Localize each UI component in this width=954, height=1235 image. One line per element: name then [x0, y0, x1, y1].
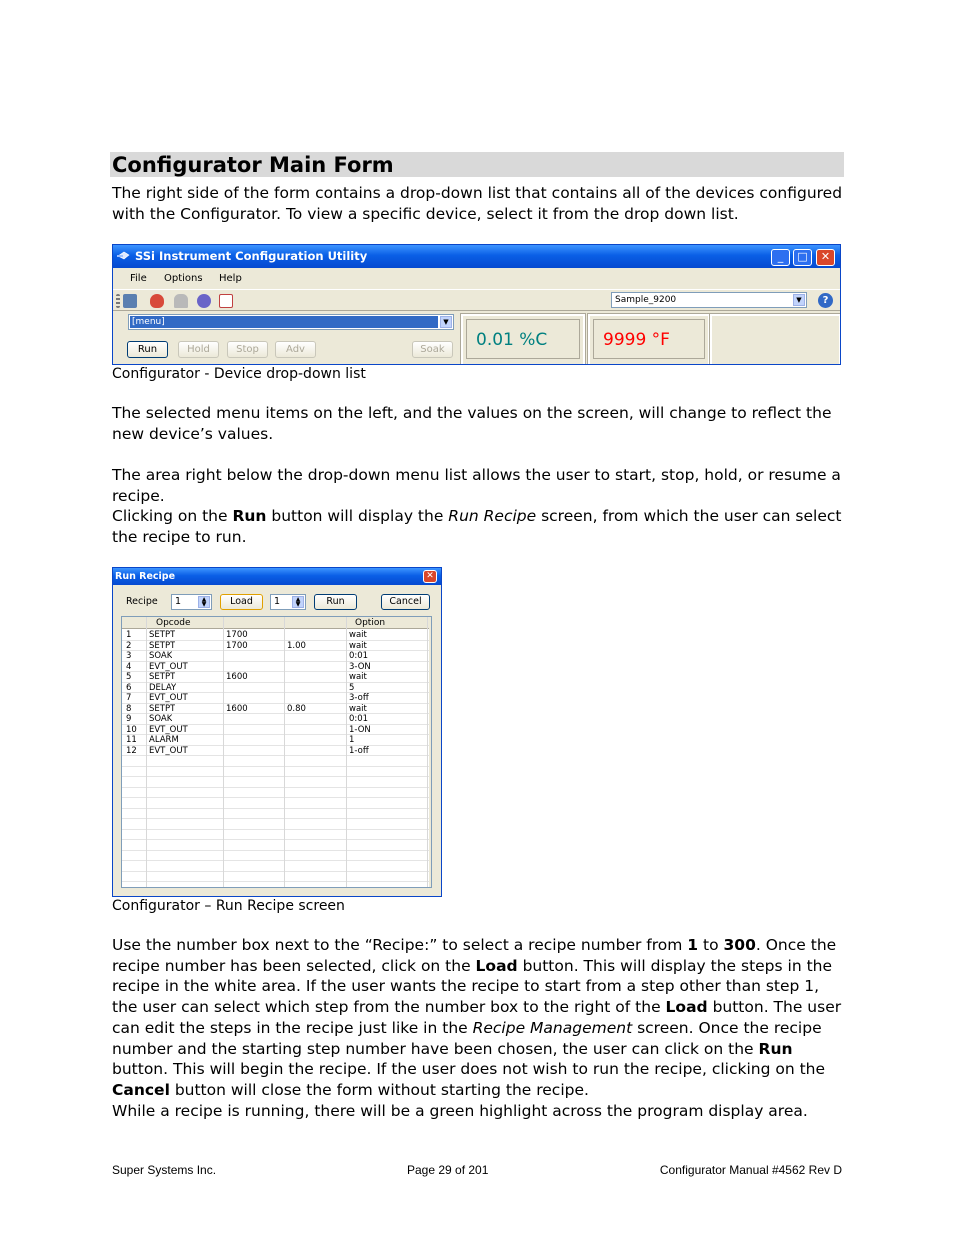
step-number-stepper[interactable]	[270, 594, 306, 610]
value-panel-1	[461, 314, 585, 365]
italic-run-recipe: Run Recipe	[448, 507, 537, 525]
table-row[interactable]	[122, 651, 431, 662]
recipe-label: Recipe	[126, 596, 158, 607]
table-cell[interactable]: SOAK	[149, 651, 173, 661]
table-cell[interactable]: 3	[126, 651, 132, 661]
text-span: . Once the recipe number has been selected, click on the	[112, 936, 837, 975]
cancel-button[interactable]: Cancel	[381, 594, 430, 610]
table-row[interactable]	[122, 672, 431, 683]
bold-text: Load	[665, 998, 708, 1017]
device-dropdown[interactable]	[611, 292, 807, 308]
table-row[interactable]	[122, 756, 431, 767]
close-icon[interactable]: ✕	[423, 570, 437, 583]
window-title: SSi Instrument Configuration Utility	[135, 249, 368, 263]
table-cell[interactable]: EVT_OUT	[149, 693, 188, 703]
table-row[interactable]	[122, 788, 431, 799]
table-cell[interactable]: wait	[349, 672, 367, 682]
column-header-opcode: Opcode	[156, 618, 191, 628]
run-recipe-titlebar	[113, 568, 441, 585]
step-number-value: 1	[274, 596, 281, 607]
table-cell[interactable]: 1600	[226, 672, 248, 682]
value-pv2: 9999 °F	[593, 319, 705, 359]
table-row[interactable]	[122, 777, 431, 788]
text-span: button will close the form without starting the recipe.	[169, 1080, 589, 1099]
table-row[interactable]	[122, 693, 431, 704]
menu-bar	[113, 268, 840, 289]
caption-run-recipe: Configurator – Run Recipe screen	[112, 898, 345, 914]
table-cell[interactable]: SETPT	[149, 630, 176, 640]
table-cell[interactable]: SETPT	[149, 703, 176, 714]
text-span: Use the number box next to the “Recipe:” to select a recipe number from	[112, 936, 688, 954]
table-cell[interactable]: 3-ON	[349, 661, 371, 672]
menu-options[interactable]: Options	[164, 273, 203, 284]
table-row[interactable]	[122, 714, 431, 725]
table-row[interactable]	[122, 851, 431, 862]
table-cell[interactable]: 12	[126, 745, 137, 756]
table-cell[interactable]: 3-off	[349, 693, 369, 703]
text-span: button. This will begin the recipe. If the user does not wish to run the recipe, clicking on the	[112, 1060, 826, 1079]
recipe-number-stepper[interactable]	[171, 594, 212, 610]
value-panel-3	[710, 314, 841, 365]
soak-button[interactable]: Soak	[412, 341, 453, 358]
value-pv1: 0.01 %C	[466, 319, 580, 359]
paragraph-run-button	[112, 506, 847, 547]
menu-help[interactable]: Help	[219, 273, 242, 284]
paragraph-recipe-area: The area right below the drop-down menu list allows the user to start, stop, hold, or resume a recipe.	[112, 466, 841, 505]
gear-icon[interactable]	[197, 294, 211, 308]
hold-button[interactable]: Hold	[178, 341, 219, 358]
table-cell[interactable]: 7	[126, 693, 132, 703]
table-cell[interactable]: EVT_OUT	[149, 661, 188, 672]
paragraph-values-change: The selected menu items on the left, and the values on the screen, will change to reflect the new device’s values.	[112, 404, 832, 443]
table-cell[interactable]: SOAK	[149, 714, 173, 724]
table-cell[interactable]: 0:01	[349, 714, 369, 724]
menu-file[interactable]: File	[130, 273, 147, 284]
table-cell[interactable]: 5	[126, 672, 132, 682]
run-recipe-window-screenshot	[112, 567, 442, 897]
grid-header	[122, 617, 431, 629]
table-row[interactable]	[122, 630, 431, 641]
section-heading: Configurator Main Form	[112, 153, 394, 177]
grid-divider	[146, 617, 147, 887]
bold-run: Run	[232, 507, 267, 525]
left-pane	[113, 311, 458, 365]
table-cell[interactable]: 1	[349, 735, 355, 745]
table-row[interactable]	[122, 809, 431, 820]
recipe-steps-grid[interactable]	[121, 616, 432, 888]
recipe-number-value: 1	[175, 596, 182, 607]
table-row[interactable]	[122, 746, 431, 757]
table-cell[interactable]: 8	[126, 703, 132, 714]
column-header-option: Option	[355, 618, 386, 628]
table-cell[interactable]: 1.00	[287, 640, 306, 651]
toolbar-grip-icon	[116, 294, 120, 308]
table-cell[interactable]: 5	[349, 682, 355, 693]
adv-button[interactable]: Adv	[275, 341, 316, 358]
close-icon[interactable]: ✕	[816, 249, 835, 266]
table-row[interactable]	[122, 861, 431, 872]
paragraph-recipe-instructions	[112, 935, 847, 1101]
text-span: screen. Once the recipe number and the starting step number have been chosen, the user can click on the	[112, 1018, 822, 1058]
menu-dropdown-value: [menu]	[130, 316, 438, 328]
text-span: button will display the	[266, 507, 449, 525]
text-span: button. This will display the steps in the recipe in the white area. If the user wants the recipe to start from a step other than step 1, the user can select which step from the number box to the right of the	[112, 956, 833, 1017]
edit-icon[interactable]	[219, 294, 233, 308]
bold-text: Load	[475, 956, 518, 975]
table-cell[interactable]: wait	[349, 640, 367, 651]
table-cell[interactable]: ALARM	[149, 735, 179, 745]
chevron-down-icon[interactable]: ▼	[793, 294, 805, 306]
bold-text: 1	[687, 936, 699, 954]
grid-divider	[284, 617, 285, 887]
value-panel-2	[588, 314, 710, 365]
spinner-icon[interactable]: ▲ ▼	[198, 596, 210, 608]
text-span: Clicking on the	[112, 507, 233, 525]
table-cell[interactable]: 1700	[226, 630, 248, 640]
caption-device-dropdown: Configurator - Device drop-down list	[112, 366, 366, 382]
table-cell[interactable]: 6	[126, 682, 132, 693]
table-cell[interactable]: 1	[126, 630, 132, 640]
table-row[interactable]	[122, 819, 431, 830]
table-cell[interactable]: wait	[349, 703, 367, 714]
table-cell[interactable]: EVT_OUT	[149, 724, 188, 735]
grid-divider	[427, 617, 428, 887]
table-cell[interactable]: 9	[126, 714, 132, 724]
table-cell[interactable]: EVT_OUT	[149, 745, 188, 756]
table-row[interactable]	[122, 840, 431, 851]
footer-manual: Configurator Manual #4562 Rev D	[659, 1163, 842, 1177]
table-cell[interactable]: 1-ON	[349, 724, 371, 735]
table-row[interactable]	[122, 798, 431, 809]
grid-divider	[223, 617, 224, 887]
text-span: button. The user can edit the steps in the recipe just like in the	[112, 998, 842, 1037]
table-cell[interactable]: SETPT	[149, 672, 176, 682]
grid-scrollbar[interactable]	[429, 617, 431, 887]
table-row[interactable]	[122, 704, 431, 715]
flame-icon[interactable]	[150, 294, 164, 308]
bold-text: 300	[723, 936, 756, 954]
footer-page-number: Page 29 of 201	[407, 1163, 489, 1177]
configurator-window-screenshot	[112, 244, 841, 365]
table-row[interactable]	[122, 641, 431, 652]
italic-text: Recipe Management	[472, 1018, 633, 1037]
table-row[interactable]	[122, 683, 431, 694]
bold-text: Run	[758, 1039, 793, 1058]
trophy-icon[interactable]	[174, 294, 188, 308]
minimize-icon[interactable]: _	[771, 249, 790, 266]
table-row[interactable]	[122, 662, 431, 673]
table-row[interactable]	[122, 735, 431, 746]
help-icon[interactable]: ?	[818, 293, 833, 308]
toolbar	[113, 289, 840, 311]
load-button[interactable]: Load	[220, 594, 263, 610]
table-row[interactable]	[122, 872, 431, 883]
table-cell[interactable]: 4	[126, 661, 132, 672]
table-cell[interactable]: 10	[126, 724, 137, 735]
table-cell[interactable]: 2	[126, 640, 132, 651]
table-cell[interactable]: 11	[126, 735, 137, 745]
table-row[interactable]	[122, 830, 431, 841]
table-cell[interactable]: 1600	[226, 703, 248, 714]
text-span: screen, from which the user can select the recipe to run.	[112, 507, 842, 546]
grid-divider	[346, 617, 347, 887]
table-cell[interactable]: wait	[349, 630, 367, 640]
run-button[interactable]: Run	[127, 341, 168, 358]
maximize-icon[interactable]: □	[793, 249, 812, 266]
table-cell[interactable]: 1-off	[349, 745, 369, 756]
text-span: to	[698, 936, 724, 954]
table-cell[interactable]: 0:01	[349, 651, 369, 661]
device-dropdown-value: Sample_9200	[615, 295, 677, 305]
run-recipe-title: Run Recipe	[115, 571, 176, 582]
paragraph-green-highlight: While a recipe is running, there will be a green highlight across the program display area.	[112, 1102, 808, 1120]
app-icon	[117, 250, 130, 262]
bold-text: Cancel	[112, 1080, 170, 1099]
table-cell[interactable]: 0.80	[287, 703, 306, 714]
spinner-icon[interactable]: ▲ ▼	[292, 596, 304, 608]
stop-button[interactable]: Stop	[227, 341, 268, 358]
connect-icon[interactable]	[123, 294, 137, 308]
footer-company: Super Systems Inc.	[112, 1163, 217, 1177]
menu-dropdown[interactable]	[128, 314, 454, 330]
table-cell[interactable]: 1700	[226, 640, 248, 651]
window-titlebar	[113, 245, 840, 268]
table-row[interactable]	[122, 767, 431, 778]
chevron-down-icon[interactable]: ▼	[440, 316, 452, 328]
run-button[interactable]: Run	[314, 594, 357, 610]
table-cell[interactable]: SETPT	[149, 640, 176, 651]
table-row[interactable]	[122, 725, 431, 736]
table-cell[interactable]: DELAY	[149, 682, 177, 693]
intro-paragraph: The right side of the form contains a drop-down list that contains all of the devices configured with the Configurator. To view a specific device, select it from the drop down list.	[112, 184, 843, 223]
